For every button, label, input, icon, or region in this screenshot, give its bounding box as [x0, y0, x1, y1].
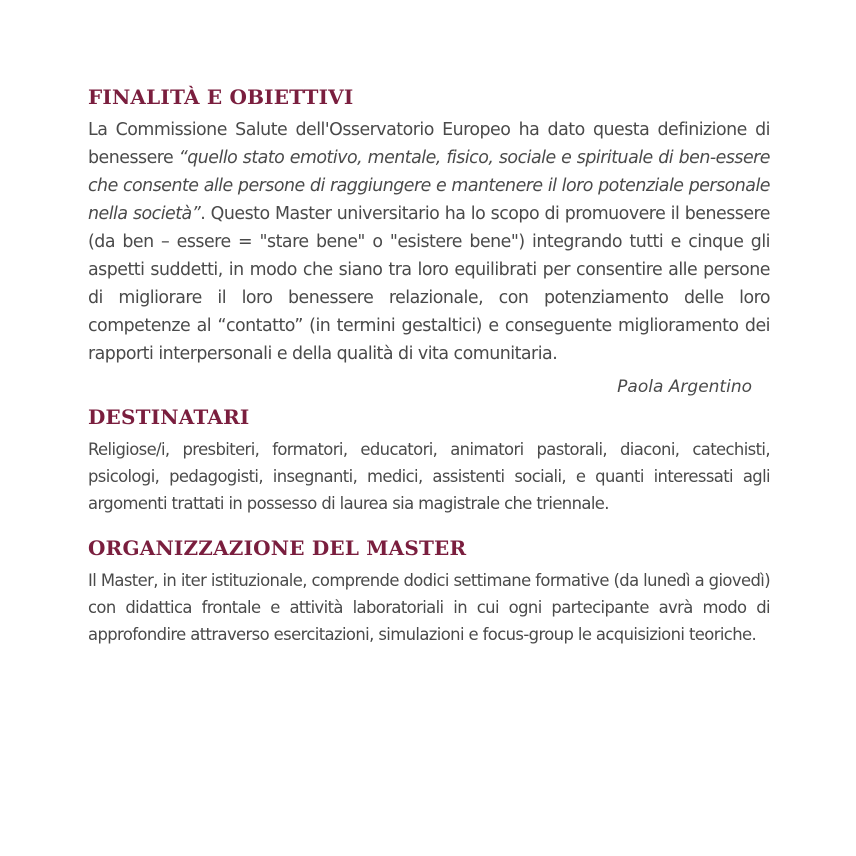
section-title-destinatari: DESTINATARI [88, 405, 250, 429]
section-title-finalita: FINALITÀ E OBIETTIVI [88, 85, 354, 109]
author-signature: Paola Argentino [617, 377, 752, 397]
section-text-destinatari: Religiose/i, presbiteri, formatori, educatori, animatori pastorali, diaconi, catechisti, psicologi, pedagogisti, insegnanti, medici, assistenti sociali, e quanti interessati agli argomenti trattati in possesso di laurea sia magistrale che triennale. [88, 440, 770, 513]
section-text-organizzazione: Il Master, in iter istituzionale, comprende dodici settimane formative (da lunedì a giovedì) con didattica frontale e attività laboratoriali in cui ogni partecipante avrà modo di approfondire attraverso esercitazioni, simulazioni e focus-group le acquisizioni teoriche. [88, 571, 770, 644]
finalita-intro: La Commissione Salute dell'Osservatorio Europeo ha dato questa definizione di benessere [88, 120, 770, 168]
document-page [88, 84, 770, 648]
finalita-rest: . Questo Master universitario ha lo scopo di promuovere il benessere (da ben – essere = "stare bene" o "esistere bene") integrando tutti e cinque gli aspetti suddetti, in modo che siano tra loro equilibrati per consentire alle persone di migliorare il loro benessere relazionale, con potenziamento delle loro competenze al “contatto” (in termini gestaltici) e conseguente miglioramento dei rapporti interpersonali e della qualità di vita comunitaria. [88, 204, 770, 364]
finalita-quote: “quello stato emotivo, mentale, fisico, sociale e spirituale di ben-essere che consente alle persone di raggiungere e mantenere il loro potenziale personale nella società” [88, 148, 770, 224]
section-title-organizzazione: ORGANIZZAZIONE DEL MASTER [88, 536, 467, 560]
section-text-finalita [88, 116, 770, 368]
